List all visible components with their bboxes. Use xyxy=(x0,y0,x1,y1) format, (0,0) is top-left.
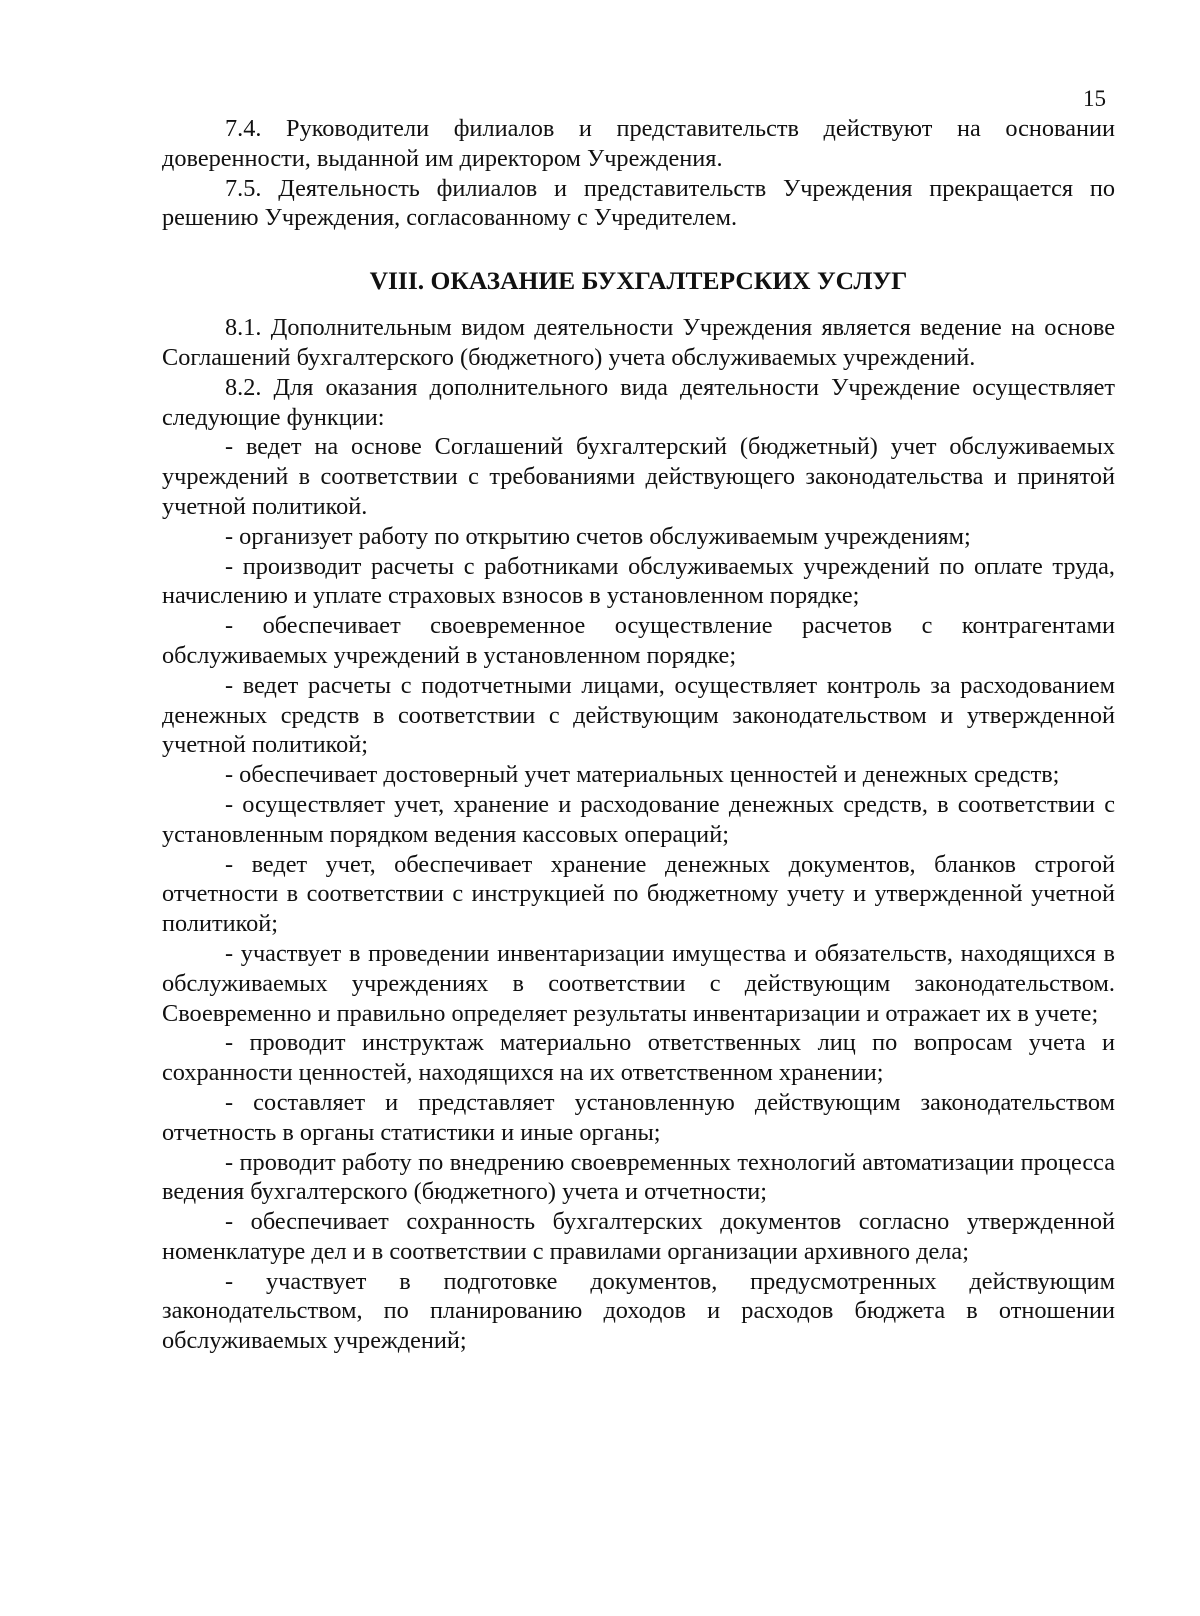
function-list-item: - составляет и представляет установленную действующим законодательством отчетность в органы статистики и иные органы; xyxy=(162,1088,1115,1146)
function-list-item: - обеспечивает своевременное осуществление расчетов с контрагентами обслуживаемых учреждений в установленном порядке; xyxy=(162,612,1115,669)
function-list-item: - производит расчеты с работниками обслуживаемых учреждений по оплате труда, начислению и уплате страховых взносов в установленном порядке; xyxy=(162,552,1115,610)
function-list-item: - участвует в подготовке документов, предусмотренных действующим законодательством, по планированию доходов и расходов бюджета в отношении обслуживаемых учреждений; xyxy=(162,1267,1115,1355)
function-list-item: - ведет на основе Соглашений бухгалтерский (бюджетный) учет обслуживаемых учреждений в соответствии с требованиями действующего законодательства и принятой учетной политикой. xyxy=(162,433,1115,520)
paragraph-8-2: 8.2. Для оказания дополнительного вида деятельности Учреждение осуществляет следующие функции: xyxy=(162,373,1115,431)
function-list-item: - обеспечивает достоверный учет материальных ценностей и денежных средств; xyxy=(225,761,1060,789)
function-list-item: - проводит работу по внедрению своевременных технологий автоматизации процесса ведения бухгалтерского (бюджетного) учета и отчетности; xyxy=(162,1148,1115,1206)
document-body xyxy=(162,114,1115,1356)
function-list-item: - ведет расчеты с подотчетными лицами, осуществляет контроль за расходованием денежных средств в соответствии с действующим законодательством и утвержденной учетной политикой; xyxy=(162,671,1115,759)
section-heading: VIII. ОКАЗАНИЕ БУХГАЛТЕРСКИХ УСЛУГ xyxy=(369,266,908,296)
page-number: 15 xyxy=(1083,86,1106,111)
paragraph-7-5: 7.5. Деятельность филиалов и представительств Учреждения прекращается по решению Учреждения, согласованному с Учредителем. xyxy=(162,174,1115,232)
function-list-item: - осуществляет учет, хранение и расходование денежных средств, в соответствии с установленным порядком ведения кассовых операций; xyxy=(162,790,1115,848)
function-list-item: - ведет учет, обеспечивает хранение денежных документов, бланков строгой отчетности в соответствии с инструкцией по бюджетному учету и утвержденной учетной политикой; xyxy=(162,850,1115,938)
function-list-item: - проводит инструктаж материально ответственных лиц по вопросам учета и сохранности ценностей, находящихся на их ответственном хранении; xyxy=(162,1029,1115,1087)
function-list-item: - организует работу по открытию счетов обслуживаемым учреждениям; xyxy=(225,522,971,550)
function-list-item: - участвует в проведении инвентаризации имущества и обязательств, находящихся в обслуживаемых учреждениях в соответствии с действующим законодательством. Своевременно и правильно определяет результаты инвентаризации и отражает их в учете; xyxy=(162,939,1115,1027)
paragraph-8-1: 8.1. Дополнительным видом деятельности Учреждения является ведение на основе Соглашений бухгалтерского (бюджетного) учета обслуживаемых учреждений. xyxy=(162,314,1115,371)
function-list-item: - обеспечивает сохранность бухгалтерских документов согласно утвержденной номенклатуре дел и в соответствии с правилами организации архивного дела; xyxy=(162,1208,1115,1265)
paragraph-7-4: 7.4. Руководители филиалов и представительств действуют на основании доверенности, выданной им директором Учреждения. xyxy=(162,115,1115,172)
